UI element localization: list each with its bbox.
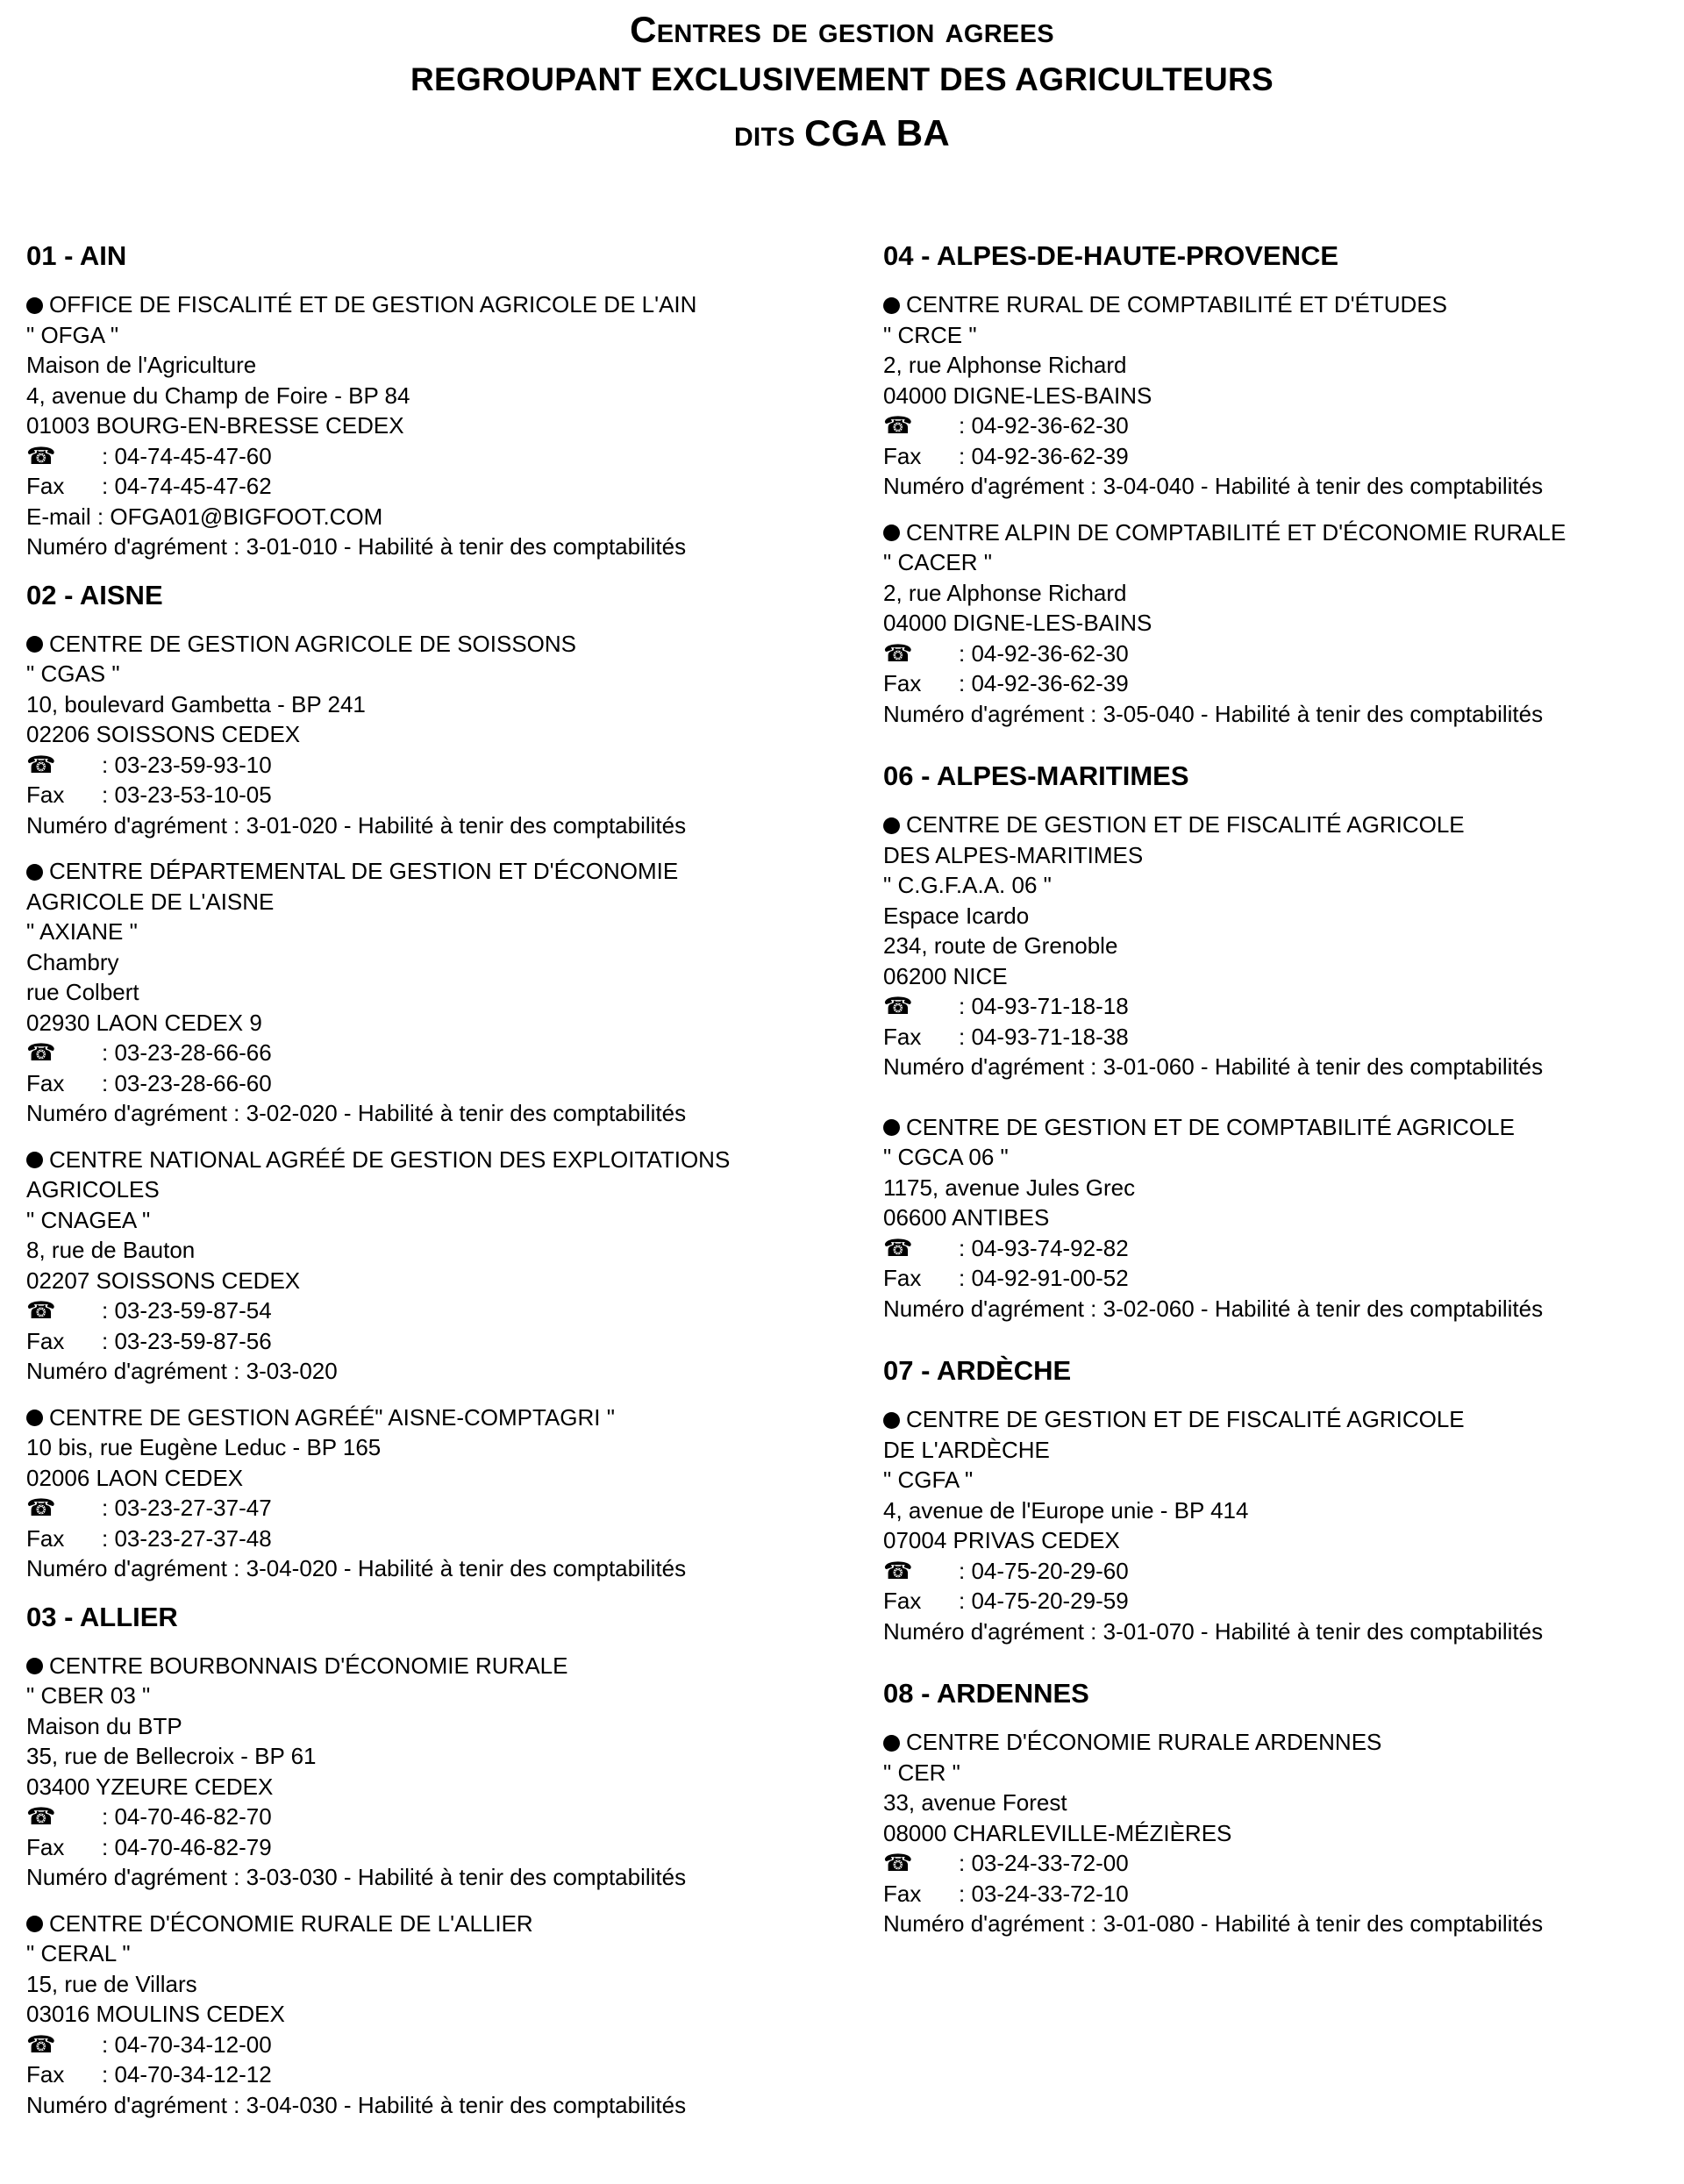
department-heading: 01 - AIN [26, 240, 127, 271]
center-city: 06200 NICE [883, 962, 1008, 989]
center-address: rue Colbert [26, 979, 139, 1005]
center-city: 03400 YZEURE CEDEX [26, 1773, 274, 1800]
center-agrement: Numéro d'agrément : 3-01-010 - Habilité à tenir des comptabilités [26, 533, 687, 560]
center-acronym: " CGAS " [26, 660, 120, 687]
center-phone: ☎ : 04-70-34-12-00 [26, 2030, 860, 2060]
center-address: 2, rue Alphonse Richard [883, 579, 1127, 606]
center-entry [883, 289, 1673, 502]
center-address: 15, rue de Villars [26, 1970, 197, 1997]
center-entry [26, 289, 860, 562]
center-entry [883, 1727, 1673, 1939]
center-address: 2, rue Alphonse Richard [883, 352, 1127, 378]
center-entry [883, 517, 1673, 730]
center-phone: ☎ : 04-93-74-92-82 [883, 1233, 1673, 1264]
center-agrement: Numéro d'agrément : 3-02-060 - Habilité à tenir des comptabilités [883, 1295, 1544, 1322]
center-agrement: Numéro d'agrément : 3-03-030 - Habilité à tenir des comptabilités [26, 1864, 687, 1890]
center-entry [883, 1404, 1673, 1646]
center-agrement: Numéro d'agrément : 3-04-030 - Habilité à tenir des comptabilités [26, 2091, 687, 2118]
center-acronym: " C.G.F.A.A. 06 " [883, 872, 1052, 898]
center-city: 02006 LAON CEDEX [26, 1464, 244, 1491]
center-name: CENTRE DE GESTION ET DE FISCALITÉ AGRICOLE [883, 810, 1673, 840]
center-address: 1175, avenue Jules Grec [883, 1174, 1136, 1201]
center-address: Maison du BTP [26, 1712, 182, 1739]
center-agrement: Numéro d'agrément : 3-05-040 - Habilité à tenir des comptabilités [883, 700, 1544, 727]
center-address: 4, avenue du Champ de Foire - BP 84 [26, 382, 410, 409]
center-name-cont: AGRICOLE DE L'AISNE [26, 888, 275, 915]
center-acronym: " CGCA 06 " [883, 1144, 1009, 1170]
center-phone: ☎ : 04-92-36-62-30 [883, 410, 1673, 441]
center-address: 35, rue de Bellecroix - BP 61 [26, 1743, 317, 1769]
page-title-main: CGA BA [804, 112, 951, 153]
center-city: 01003 BOURG-EN-BRESSE CEDEX [26, 412, 404, 439]
telephone-icon: ☎ [26, 1039, 56, 1066]
center-city: 02206 SOISSONS CEDEX [26, 721, 301, 747]
center-acronym: " CGFA " [883, 1467, 974, 1493]
center-name: CENTRE DÉPARTEMENTAL DE GESTION ET D'ÉCONOMIE [26, 856, 860, 887]
telephone-icon: ☎ [26, 442, 56, 469]
center-phone: ☎ : 04-93-71-18-18 [883, 991, 1673, 1022]
center-agrement: Numéro d'agrément : 3-01-060 - Habilité à tenir des comptabilités [883, 1053, 1544, 1080]
center-agrement: Numéro d'agrément : 3-04-020 - Habilité à tenir des comptabilités [26, 1555, 687, 1581]
telephone-icon: ☎ [26, 1297, 56, 1324]
telephone-icon: ☎ [883, 993, 913, 1019]
center-fax: Fax : 03-23-27-37-48 [26, 1524, 272, 1552]
center-phone: ☎ : 04-74-45-47-60 [26, 441, 860, 472]
center-fax: Fax : 04-75-20-29-59 [883, 1588, 1129, 1614]
center-agrement: Numéro d'agrément : 3-02-020 - Habilité à tenir des comptabilités [26, 1100, 687, 1126]
center-name-cont: DES ALPES-MARITIMES [883, 841, 1144, 868]
center-acronym: " CBER 03 " [26, 1682, 151, 1709]
center-entry [26, 1402, 860, 1584]
telephone-icon: ☎ [883, 1850, 913, 1876]
center-fax: Fax : 04-74-45-47-62 [26, 473, 272, 499]
center-entry [26, 1909, 860, 2121]
center-fax: Fax : 03-24-33-72-10 [883, 1880, 1129, 1907]
center-acronym: " CERAL " [26, 1940, 131, 1966]
telephone-icon: ☎ [26, 1803, 56, 1830]
department-heading: 06 - ALPES-MARITIMES [883, 760, 1189, 791]
telephone-icon: ☎ [26, 751, 56, 778]
left-column [26, 239, 860, 2136]
center-address: Espace Icardo [883, 902, 1030, 929]
department-heading: 02 - AISNE [26, 579, 163, 610]
center-phone: ☎ : 03-23-27-37-47 [26, 1493, 860, 1524]
telephone-icon: ☎ [26, 1495, 56, 1521]
center-acronym: " AXIANE " [26, 918, 138, 945]
center-agrement: Numéro d'agrément : 3-01-020 - Habilité à tenir des comptabilités [26, 811, 687, 839]
center-phone: ☎ : 03-24-33-72-00 [883, 1848, 1673, 1879]
center-name: CENTRE RURAL DE COMPTABILITÉ ET D'ÉTUDES [883, 289, 1673, 320]
center-entry [26, 1651, 860, 1893]
center-entry [883, 810, 1673, 1082]
center-acronym: " CACER " [883, 549, 992, 575]
center-fax: Fax : 04-92-91-00-52 [883, 1265, 1129, 1291]
center-address: Chambry [26, 948, 119, 975]
center-agrement: Numéro d'agrément : 3-03-020 [26, 1358, 338, 1384]
center-agrement: Numéro d'agrément : 3-01-070 - Habilité à tenir des comptabilités [883, 1617, 1544, 1645]
center-fax: Fax : 03-23-53-10-05 [26, 782, 272, 808]
center-fax: Fax : 04-92-36-62-39 [883, 442, 1129, 469]
center-acronym: " CER " [883, 1759, 960, 1786]
center-fax: Fax : 03-23-28-66-60 [26, 1069, 272, 1096]
center-city: 02930 LAON CEDEX 9 [26, 1009, 262, 1036]
center-address: 4, avenue de l'Europe unie - BP 414 [883, 1496, 1249, 1524]
center-phone: ☎ : 03-23-59-87-54 [26, 1295, 860, 1326]
center-name: OFFICE DE FISCALITÉ ET DE GESTION AGRICOLE DE L'AIN [26, 289, 860, 320]
center-address: 8, rue de Bauton [26, 1237, 196, 1263]
center-entry [26, 1145, 860, 1387]
page-title-line-3 [0, 112, 1684, 154]
center-name: CENTRE BOURBONNAIS D'ÉCONOMIE RURALE [26, 1651, 860, 1681]
center-name: CENTRE DE GESTION ET DE COMPTABILITÉ AGRICOLE [883, 1112, 1673, 1143]
telephone-icon: ☎ [883, 1234, 913, 1261]
center-name: CENTRE DE GESTION ET DE FISCALITÉ AGRICOLE [883, 1404, 1673, 1435]
center-acronym: " OFGA " [26, 321, 119, 348]
center-address: 234, route de Grenoble [883, 932, 1118, 959]
center-name: CENTRE ALPIN DE COMPTABILITÉ ET D'ÉCONOMIE RURALE [883, 517, 1673, 548]
center-acronym: " CRCE " [883, 321, 977, 348]
center-address: 10, boulevard Gambetta - BP 241 [26, 690, 366, 717]
center-fax: Fax : 04-93-71-18-38 [883, 1023, 1129, 1050]
center-fax: Fax : 04-92-36-62-39 [883, 670, 1129, 696]
center-address: 33, avenue Forest [883, 1789, 1067, 1816]
telephone-icon: ☎ [883, 639, 913, 667]
right-column [883, 239, 1673, 1955]
center-phone: ☎ : 04-75-20-29-60 [883, 1556, 1673, 1587]
center-city: 06600 ANTIBES [883, 1204, 1050, 1231]
center-phone: ☎ : 03-23-28-66-66 [26, 1038, 860, 1068]
page-title-prefix: DITS [733, 123, 796, 152]
center-entry [26, 856, 860, 1129]
center-city: 07004 PRIVAS CEDEX [883, 1527, 1120, 1553]
center-phone: ☎ : 03-23-59-93-10 [26, 750, 860, 781]
center-name: CENTRE D'ÉCONOMIE RURALE ARDENNES [883, 1727, 1673, 1758]
center-city: 04000 DIGNE-LES-BAINS [883, 610, 1152, 636]
center-entry [883, 1112, 1673, 1324]
center-fax: Fax : 04-70-34-12-12 [26, 2061, 272, 2088]
page-title-line-2: REGROUPANT EXCLUSIVEMENT DES AGRICULTEURS [410, 61, 1274, 97]
center-agrement: Numéro d'agrément : 3-01-080 - Habilité à tenir des comptabilités [883, 1910, 1544, 1937]
center-phone: ☎ : 04-92-36-62-30 [883, 639, 1673, 669]
center-phone: ☎ : 04-70-46-82-70 [26, 1802, 860, 1832]
department-heading: 04 - ALPES-DE-HAUTE-PROVENCE [883, 240, 1339, 271]
center-name: CENTRE DE GESTION AGRÉÉ" AISNE-COMPTAGRI " [26, 1402, 860, 1433]
center-agrement: Numéro d'agrément : 3-04-040 - Habilité à tenir des comptabilités [883, 473, 1544, 499]
center-name-cont: DE L'ARDÈCHE [883, 1436, 1050, 1463]
center-acronym: " CNAGEA " [26, 1206, 151, 1233]
center-name: CENTRE NATIONAL AGRÉÉ DE GESTION DES EXPLOITATIONS [26, 1145, 860, 1175]
telephone-icon: ☎ [883, 412, 913, 439]
center-name-cont: AGRICOLES [26, 1176, 160, 1203]
department-heading: 07 - ARDÈCHE [883, 1355, 1072, 1386]
department-heading: 08 - ARDENNES [883, 1678, 1089, 1709]
center-name: CENTRE D'ÉCONOMIE RURALE DE L'ALLIER [26, 1909, 860, 1939]
center-address: Maison de l'Agriculture [26, 352, 257, 378]
page-title-line-1: Centres de gestion agrees [630, 9, 1054, 50]
center-city: 04000 DIGNE-LES-BAINS [883, 382, 1152, 409]
center-address: 10 bis, rue Eugène Leduc - BP 165 [26, 1434, 382, 1460]
center-fax: Fax : 04-70-46-82-79 [26, 1833, 272, 1860]
center-entry [26, 629, 860, 841]
center-name: CENTRE DE GESTION AGRICOLE DE SOISSONS [26, 629, 860, 660]
telephone-icon: ☎ [883, 1557, 913, 1584]
department-heading: 03 - ALLIER [26, 1601, 178, 1632]
center-fax: Fax : 03-23-59-87-56 [26, 1327, 272, 1354]
center-city: 08000 CHARLEVILLE-MÉZIÈRES [883, 1819, 1232, 1846]
center-city: 02207 SOISSONS CEDEX [26, 1267, 301, 1294]
center-city: 03016 MOULINS CEDEX [26, 2001, 285, 2027]
telephone-icon: ☎ [26, 2031, 56, 2058]
center-email: E-mail : OFGA01@BIGFOOT.COM [26, 503, 383, 530]
